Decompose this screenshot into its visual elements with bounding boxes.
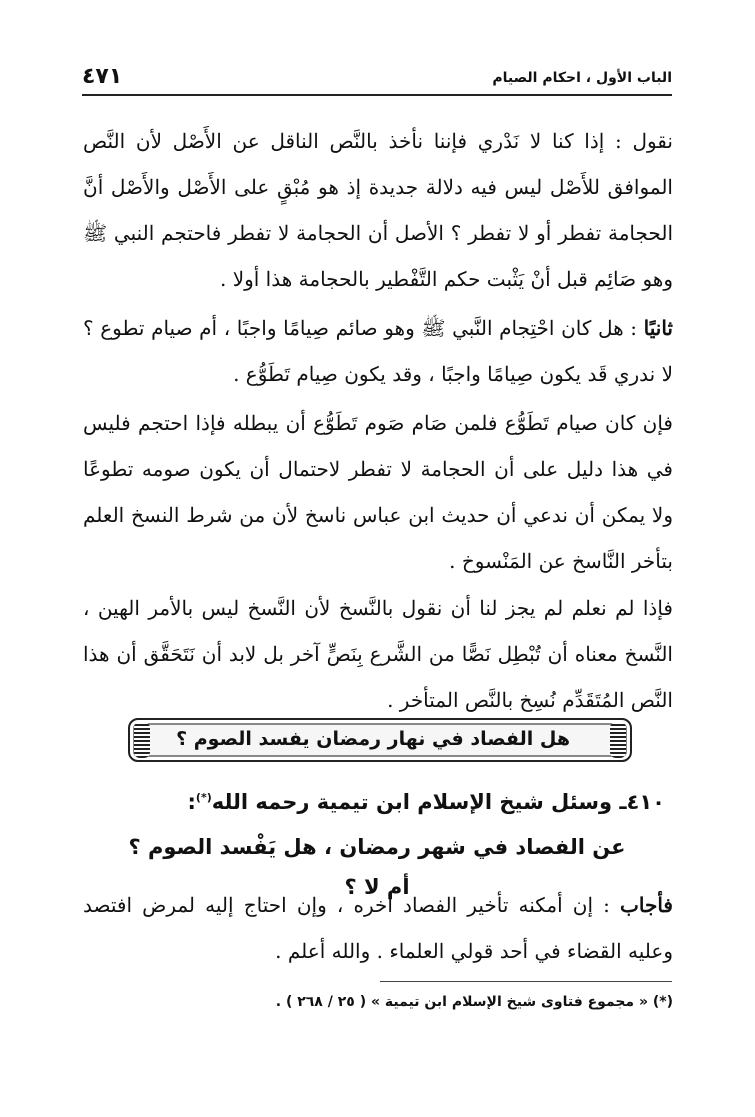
paragraph-1: نقول : إذا كنا لا نَدْري فإننا نأخذ بالنَّص الناقل عن الأَصْل لأن النَّص الموافق للأَصْل ليس فيه دلالة جديدة إذ هو مُبْقٍ على الأَصْل والأَصْل أنَّ الحجامة تفطر أو لا تفطر ؟ الأصل أن الحجامة لا تفطر فاحتجم النبي ﷺ وهو صَائِم قبل أنْ يَثْبت حكم التَّفْطير بالحجامة هذا أولا . — [83, 129, 673, 291]
paragraph-2-text: : هل كان احْتِجام النَّبي ﷺ وهو صائم صِيامًا واجبًا ، أم صيام تطوع ؟ لا ندري قَد يكون صِيامًا واجبًا ، وقد يكون صِيام تَطَوُّع . — [83, 316, 673, 386]
footnote: (*) « مجموع فتاوى شيخ الإسلام ابن تيمية » ( ٢٥ / ٢٦٨ ) . — [275, 994, 673, 1010]
paragraph-2 — [83, 305, 673, 397]
footnote-divider — [380, 981, 672, 982]
banner-ornament-right — [610, 722, 626, 758]
answer-text: : إن أمكنه تأخير الفصاد أخره ، وإن احتاج إليه لمرض افتصد وعليه القضاء في أحد قولي العلماء . والله أعلم . — [83, 893, 673, 963]
fatwa-heading — [85, 778, 665, 822]
section-heading: هل الفصاد في نهار رمضان يفسد الصوم ؟ — [176, 728, 570, 750]
paragraph-2-lead: ثانيًا — [643, 316, 673, 340]
running-head — [82, 62, 672, 96]
paragraph-4: فإذا لم نعلم لم يجز لنا أن نقول بالنَّسخ لأن النَّسخ ليس بالأمر الهين ، النَّسخ معناه أن تُبْطِل نَصًّا من الشَّرع بِنَصٍّ آخر بل لابد أن نَتَحَقَّق أن هذا النَّص المُتَقَدِّم نُسِخ بالنَّص المتأخر . — [83, 596, 673, 712]
banner-ornament-left — [134, 722, 150, 758]
fatwa-answer — [83, 882, 673, 974]
paragraph-3: فإن كان صيام تَطَوُّع فلمن صَام صَوم تَطَوُّع أن يبطله فإذا احتجم فليس في هذا دليل على أن الحجامة لا تفطر لاحتمال أن يكون صومه تطوعًا ولا يمكن أن ندعي أن حديث ابن عباس ناسخ لأن من شرط النسخ العلم بتأخر النَّاسخ عن المَنْسوخ . — [83, 411, 673, 573]
chapter-title: الباب الأول ، احكام الصيام — [492, 70, 672, 86]
section-banner — [128, 718, 632, 762]
fatwa-question: عن الفصاد في شهر رمضان ، هل يَفْسد الصوم ؟ أم لا ؟ — [128, 835, 626, 899]
fatwa-heading-text: ٤١٠ـ وسئل شيخ الإسلام ابن تيمية رحمه الله — [211, 790, 665, 814]
answer-lead: فأجاب — [620, 893, 673, 917]
footnote-marker: (*) — [195, 791, 212, 804]
page-number: ٤٧١ — [82, 64, 123, 89]
fatwa-heading-colon: : — [187, 790, 196, 814]
